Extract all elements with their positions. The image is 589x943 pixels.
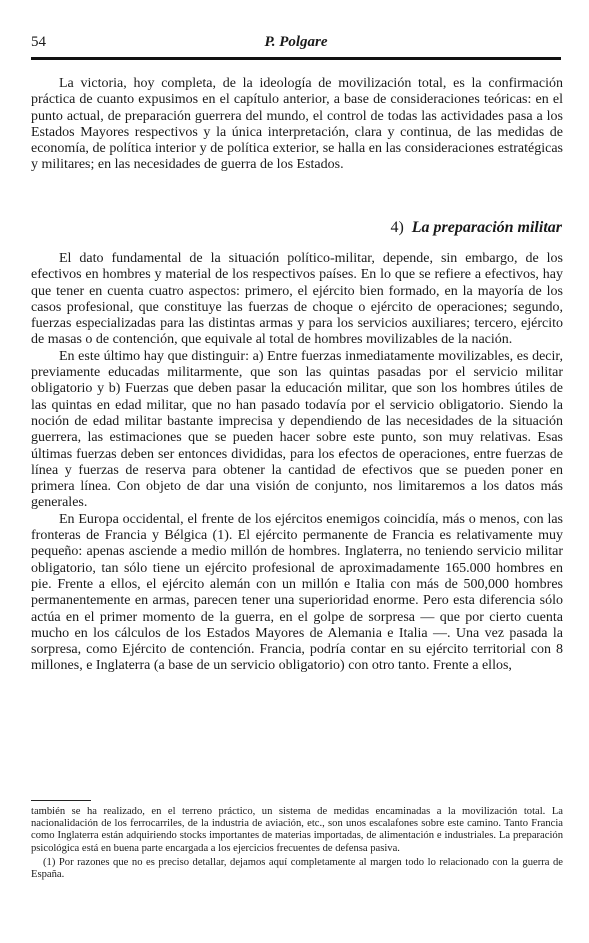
footnote-rule <box>31 800 91 801</box>
footnote-1: (1) Por razones que no es preciso detallar, dejamos aquí completamente al margen todo lo relacionado con la guerra de España. <box>31 856 563 881</box>
running-head-author: P. Polgare <box>264 34 328 50</box>
running-header <box>31 34 561 54</box>
body-paragraph: En Europa occidental, el frente de los ejércitos enemigos coincidía, más o menos, con las fronteras de Francia y Bélgica (1). El ejército permanente de Francia es relativamente muy pequeño: apenas asciende a medio millón de hombres. Inglaterra, no teniendo servicio militar obligatorio, tan sólo tiene un ejército profesional de aproximadamente 165.000 hombres en pie. Frente a ellos, el ejército alemán con un millón e Italia con más de 500,000 hombres permanentemente en armas, parecen tener una superioridad enorme. Pero esta diferencia sólo actúa en el primer momento de la guerra, en el golpe de sorpresa — que por cierto cuenta mucho en los cálculos de los Estados Mayores de Alemania e Italia —. Una vez pasada la sorpresa, como Ejército de contención. Francia, podría contar en su ejército territorial con 8 millones, e Inglaterra (a base de un servicio obligatorio) con otro tanto. Frente a ellos, <box>31 511 563 674</box>
footnotes <box>31 806 563 881</box>
header-rule <box>31 57 561 60</box>
main-text <box>31 251 563 675</box>
section-title: La preparación militar <box>411 219 562 236</box>
intro-block <box>31 76 563 174</box>
section-heading <box>31 219 562 239</box>
section-number: 4) <box>390 219 404 236</box>
body-paragraph: El dato fundamental de la situación político-militar, depende, sin embargo, de los efectivos en hombres y material de los respectivos países. En lo que se refiere a efectivos, hay que tener en cuenta cuatro aspectos: primero, el ejército bien formado, en la mayoría de los casos profesional, que constituye las fuerzas de choque o ejército de operaciones; segundo, fuerzas especializadas para las distintas armas y para los servicios auxiliares; tercero, ejército de masas o de contención, que equivale al total de hombres movilizables de la nación. <box>31 251 563 348</box>
intro-paragraph: La victoria, hoy completa, de la ideología de movilización total, es la confirmación práctica de cuanto expusimos en el capítulo anterior, a base de consideraciones teóricas: en el punto actual, de preparación guerrera del mundo, el control de todas las actividades pasa a los Estados Mayores respectivos y la única interpretación, clara y continua, de las medidas de economía, de política interior y de política exterior, se halla en las consideraciones estratégicas y militares; en las necesidades de guerra de los Estados. <box>31 76 563 173</box>
footnote-continuation: también se ha realizado, en el terreno práctico, un sistema de medidas encaminadas a la movilización total. La nacionalidación de los ferrocarriles, de la industria de aviación, etc., son unos escalafones sobre este camino. Tanto Francia como Inglaterra están adquiriendo stocks importantes de materias importadas, de alimentación e industriales. La preparación psicológica está en buena parte encargada a los ejercicios frecuentes de defensa pasiva. <box>31 806 563 854</box>
page-number: 54 <box>31 34 46 50</box>
body-paragraph: En este último hay que distinguir: a) Entre fuerzas inmediatamente movilizables, es decir, previamente educadas militarmente, que son las quintas pasadas por el servicio militar obligatorio y b) Fuerzas que deben pasar la educación militar, que son los hombres útiles de las quintas en edad militar, que no han pasado todavía por el servicio obligatorio. Siendo la noción de edad militar bastante imprecisa y dependiendo de las necesidades de la situación guerrera, las estimaciones que se pueden hacer sobre este punto, son muy relativas. Esas últimas fuerzas deben ser entonces divididas, para los efectos de operaciones, entre fuerzas de línea y fuerzas de reserva para obtener la cantidad de efectivos que se pueden poner en primera línea. Con objeto de dar una visión de conjunto, nos limitaremos a los datos más generales. <box>31 348 563 511</box>
